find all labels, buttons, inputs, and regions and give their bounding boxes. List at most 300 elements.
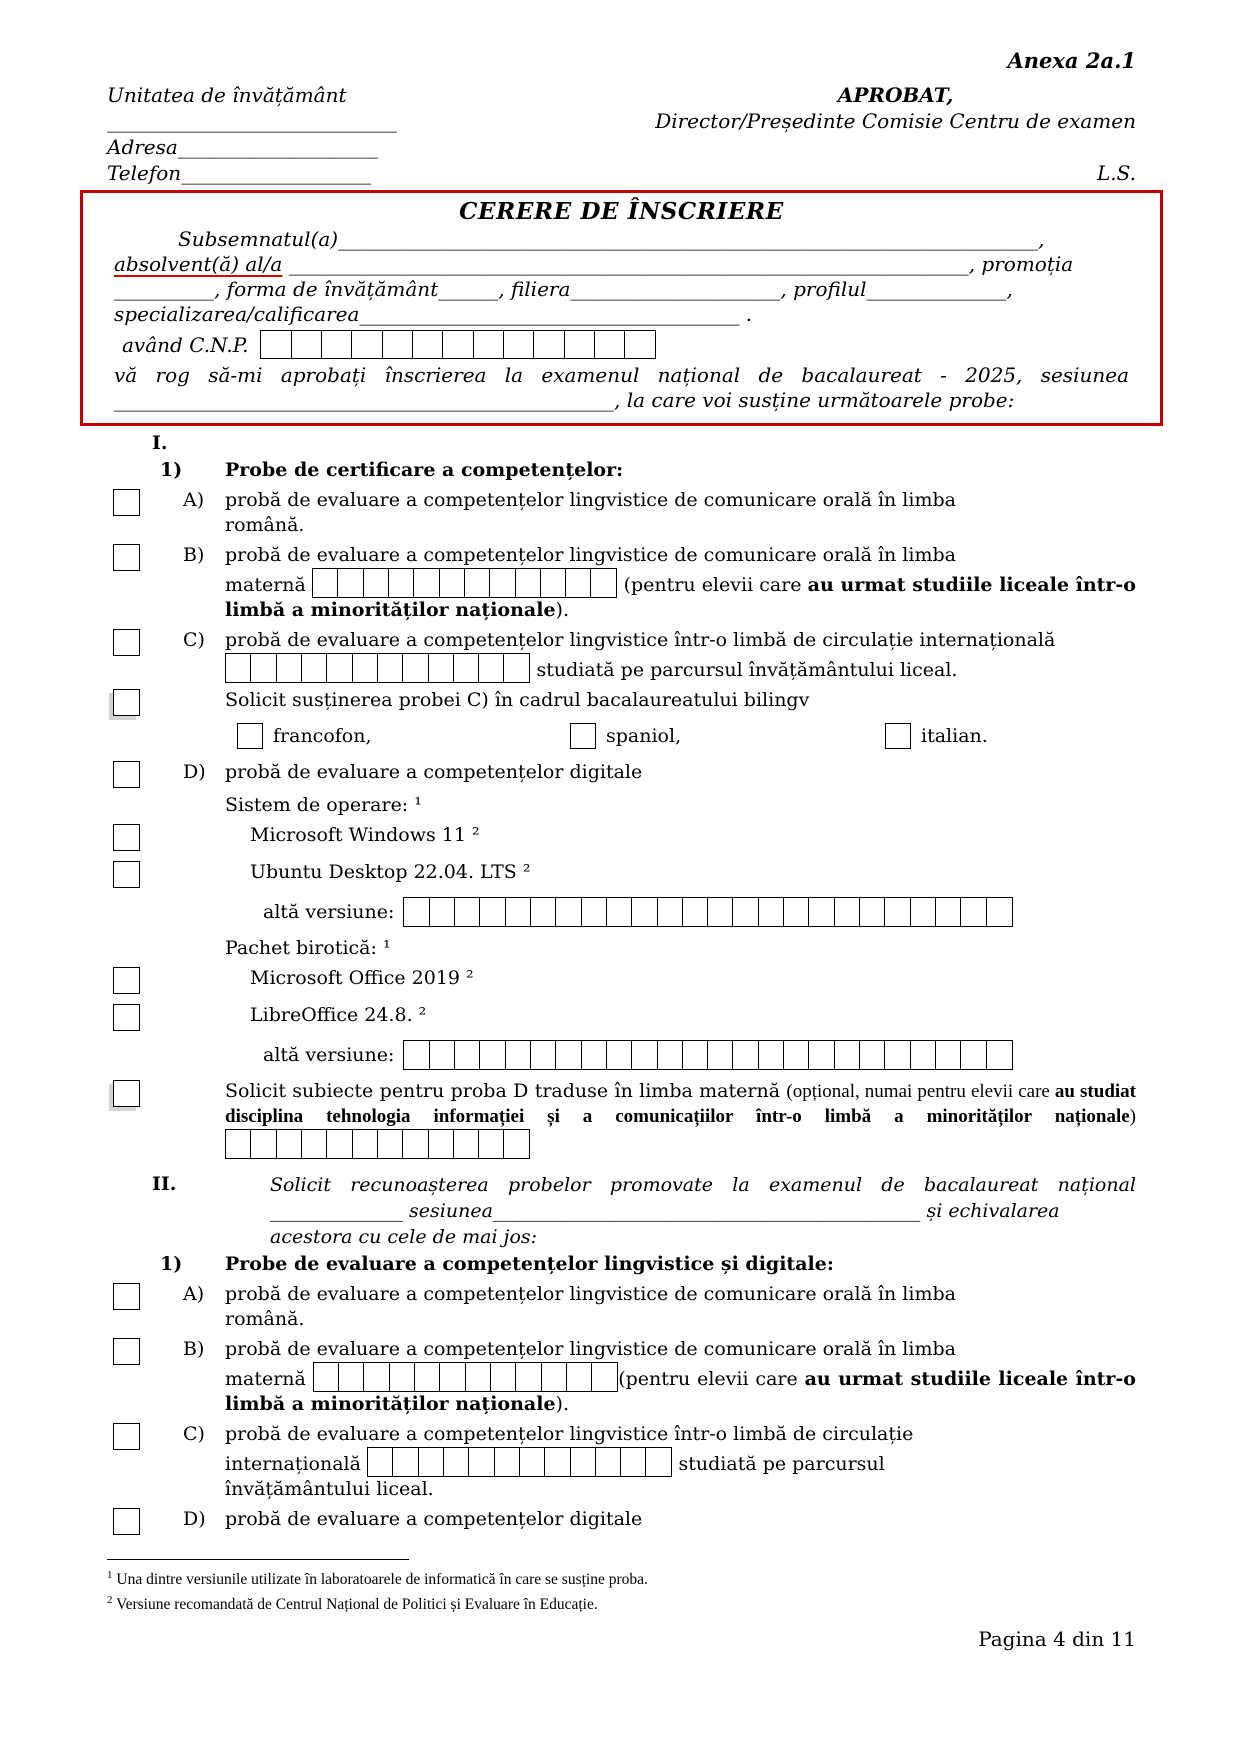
bilingv-options bbox=[225, 721, 1136, 755]
comb-cell bbox=[388, 568, 415, 598]
item-ii-c bbox=[107, 1422, 1136, 1502]
header-left bbox=[107, 82, 397, 186]
item-ii-d bbox=[107, 1507, 1136, 1535]
os-other-version bbox=[225, 897, 1136, 927]
comb-cell bbox=[489, 568, 516, 598]
comb-cell bbox=[429, 897, 456, 927]
comb-cell bbox=[682, 1040, 709, 1070]
comb-cell bbox=[382, 330, 414, 359]
footnotes bbox=[107, 1559, 1136, 1615]
other-version-label: altă versiune: bbox=[263, 900, 395, 923]
comb-cell bbox=[570, 1447, 597, 1477]
comb-cell bbox=[986, 897, 1013, 927]
item-text: internațională bbox=[225, 1453, 361, 1475]
item-i-d-text: probă de evaluare a competențelor digitale bbox=[225, 761, 643, 783]
comb-cell bbox=[402, 653, 429, 683]
item-text: studiată pe parcursul învățământului liceal. bbox=[536, 659, 958, 681]
comb-cell bbox=[707, 897, 734, 927]
section-ii-label: II. bbox=[152, 1173, 177, 1195]
comb-cell bbox=[606, 897, 633, 927]
office-other-version-comb[interactable] bbox=[403, 1040, 1012, 1070]
comb-cell bbox=[312, 568, 339, 598]
bilingv-text: Solicit susținerea probei C) în cadrul bacalaureatului bilingv bbox=[225, 689, 810, 711]
item-text: probă de evaluare a competențelor lingvistice într-o limbă de circulație bbox=[225, 1423, 914, 1445]
spacer bbox=[183, 966, 225, 994]
heading-number: 1) bbox=[160, 1253, 183, 1275]
comb-cell bbox=[260, 330, 292, 359]
comb-cell bbox=[935, 897, 962, 927]
checkbox-cell bbox=[107, 760, 183, 788]
spacer bbox=[107, 936, 183, 961]
comb-cell bbox=[533, 330, 565, 359]
item-text: maternă bbox=[225, 574, 306, 596]
item-text: română. bbox=[225, 1308, 305, 1330]
comb-cell bbox=[490, 1362, 517, 1392]
address-line: Adresa____________________ bbox=[107, 135, 378, 159]
comb-cell bbox=[321, 330, 353, 359]
checkbox-ii-a[interactable] bbox=[113, 1283, 140, 1310]
comb-cell bbox=[313, 1362, 340, 1392]
office-label-row bbox=[107, 936, 1136, 961]
comb-cell bbox=[595, 1447, 622, 1477]
comb-cell bbox=[377, 653, 404, 683]
item-ii-a bbox=[107, 1282, 1136, 1332]
comb-cell bbox=[834, 897, 861, 927]
os-option-windows-row bbox=[107, 823, 1136, 851]
comb-cell bbox=[808, 897, 835, 927]
item-letter bbox=[183, 688, 225, 716]
cnp-row bbox=[114, 330, 1129, 359]
checkbox-i-a[interactable] bbox=[113, 489, 140, 516]
comb-cell bbox=[429, 1040, 456, 1070]
header-right bbox=[655, 82, 1136, 186]
option-label: spaniol, bbox=[606, 724, 682, 747]
seal-label: L.S. bbox=[1097, 161, 1136, 185]
translation-language-comb[interactable] bbox=[225, 1129, 530, 1159]
item-letter: D) bbox=[183, 761, 206, 783]
comb-cell bbox=[454, 1040, 481, 1070]
os-other-version-row bbox=[107, 897, 1136, 927]
translation-text bbox=[225, 1079, 1136, 1159]
option-italian bbox=[885, 723, 988, 749]
comb-cell bbox=[402, 1129, 429, 1159]
checkbox-cell bbox=[107, 1282, 183, 1332]
comb-cell bbox=[454, 897, 481, 927]
office-option-msoffice-row bbox=[107, 966, 1136, 994]
comb-cell bbox=[352, 1129, 379, 1159]
page-number: Pagina 4 din 11 bbox=[978, 1627, 1136, 1652]
comb-cell bbox=[657, 897, 684, 927]
checkbox-italian[interactable] bbox=[885, 723, 911, 749]
item-ii-a-text bbox=[225, 1282, 1136, 1332]
checkbox-ii-d[interactable] bbox=[113, 1508, 140, 1535]
comb-cell bbox=[884, 897, 911, 927]
footnote-text: Una dintre versiunile utilizate în laboratoarele de informatică în care se susține proba. bbox=[116, 1571, 648, 1589]
os-option-ubuntu-row bbox=[107, 860, 1136, 888]
comb-cell bbox=[758, 897, 785, 927]
item-letter: A) bbox=[183, 1283, 205, 1305]
item-letter: C) bbox=[183, 1423, 205, 1445]
item-i-b-text bbox=[225, 543, 1136, 623]
comb-cell bbox=[414, 1362, 441, 1392]
comb-cell bbox=[225, 1129, 252, 1159]
checkbox-cell bbox=[107, 688, 183, 716]
item-letter: C) bbox=[183, 629, 205, 651]
comb-cell bbox=[564, 330, 596, 359]
item-bilingv bbox=[107, 688, 1136, 716]
comb-cell bbox=[363, 568, 390, 598]
office-other-version-row bbox=[107, 1040, 1136, 1070]
item-text-bold: au urmat studiile liceale într-o limbă a minorităților naționale bbox=[225, 1368, 1136, 1415]
comb-cell bbox=[935, 1040, 962, 1070]
checkbox-cell bbox=[107, 860, 183, 888]
graduate-marked-text: absolvent(ă) al/a bbox=[114, 252, 283, 276]
comb-cell bbox=[418, 1447, 445, 1477]
checkbox-i-c[interactable] bbox=[113, 629, 140, 656]
intro-line: acestora cu cele de mai jos: bbox=[270, 1226, 538, 1248]
spacer bbox=[107, 793, 183, 818]
comb-cell bbox=[453, 1129, 480, 1159]
checkbox-cell bbox=[107, 1079, 183, 1159]
form-body bbox=[107, 431, 1136, 1535]
comb-cell bbox=[884, 1040, 911, 1070]
office-option-libreoffice: LibreOffice 24.8. ² bbox=[250, 1004, 427, 1026]
comb-cell bbox=[565, 568, 592, 598]
item-i-b bbox=[107, 543, 1136, 623]
comb-cell bbox=[555, 897, 582, 927]
item-letter: D) bbox=[183, 1508, 206, 1530]
item-text: (opțional, numai pentru elevii care bbox=[786, 1081, 1055, 1102]
checkbox-i-b[interactable] bbox=[113, 544, 140, 571]
comb-cell bbox=[541, 1362, 568, 1392]
bilingv-options-row bbox=[107, 721, 1136, 755]
comb-cell bbox=[276, 1129, 303, 1159]
item-text: studiată pe parcursul bbox=[678, 1453, 885, 1475]
comb-cell bbox=[808, 1040, 835, 1070]
school-unit-label: Unitatea de învățământ bbox=[107, 83, 347, 107]
checkbox-msoffice[interactable] bbox=[113, 967, 140, 994]
checkbox-ii-b[interactable] bbox=[113, 1338, 140, 1365]
comb-cell bbox=[338, 1362, 365, 1392]
comb-cell bbox=[581, 1040, 608, 1070]
item-text-bold: au urmat studiile liceale într-o limbă a minorităților naționale bbox=[225, 574, 1136, 621]
comb-cell bbox=[555, 1040, 582, 1070]
os-other-version-comb[interactable] bbox=[403, 897, 1012, 927]
mother-tongue-comb[interactable] bbox=[312, 568, 617, 598]
item-letter: B) bbox=[183, 1338, 205, 1360]
item-text: maternă bbox=[225, 1368, 306, 1390]
checkbox-cell bbox=[107, 823, 183, 851]
item-i-d bbox=[107, 760, 1136, 788]
comb-cell bbox=[428, 1129, 455, 1159]
item-text: română. bbox=[225, 514, 305, 536]
os-option-windows: Microsoft Windows 11 ² bbox=[250, 824, 480, 846]
item-ii-d-text: probă de evaluare a competențelor digitale bbox=[225, 1508, 643, 1530]
comb-cell bbox=[439, 568, 466, 598]
comb-cell bbox=[428, 653, 455, 683]
comb-cell bbox=[478, 1129, 505, 1159]
item-ii-b bbox=[107, 1337, 1136, 1417]
spacer bbox=[107, 897, 183, 927]
office-option-msoffice: Microsoft Office 2019 ² bbox=[250, 967, 474, 989]
option-label: francofon, bbox=[273, 724, 372, 747]
footnote-1 bbox=[107, 1565, 1136, 1590]
comb-cell bbox=[337, 568, 364, 598]
checkbox-cell bbox=[107, 488, 183, 538]
item-text: probă de evaluare a competențelor lingvistice de comunicare orală în limba bbox=[225, 489, 956, 511]
session-line: __________________________________________________, la care voi susține următoarele probe: bbox=[114, 388, 1015, 412]
comb-cell bbox=[859, 1040, 886, 1070]
checkbox-cell bbox=[107, 1003, 183, 1031]
comb-cell bbox=[276, 653, 303, 683]
comb-cell bbox=[631, 897, 658, 927]
checkbox-spanish[interactable] bbox=[570, 723, 596, 749]
item-text: probă de evaluare a competențelor lingvistice de comunicare orală în limba bbox=[225, 1338, 956, 1360]
comb-cell bbox=[377, 1129, 404, 1159]
item-text: (pentru elevii care bbox=[623, 574, 808, 596]
heading-number: 1) bbox=[160, 459, 183, 481]
phone-line: Telefon___________________ bbox=[107, 161, 372, 185]
item-text: probă de evaluare a competențelor lingvistice într-o limbă de circulație internațională bbox=[225, 629, 1056, 651]
spacer bbox=[183, 1040, 225, 1070]
os-option-ubuntu: Ubuntu Desktop 22.04. LTS ² bbox=[250, 861, 531, 883]
comb-cell bbox=[515, 568, 542, 598]
comb-cell bbox=[503, 330, 535, 359]
comb-cell bbox=[403, 1040, 430, 1070]
heading-text: Probe de evaluare a competențelor lingvistice și digitale: bbox=[225, 1253, 834, 1275]
cnp-label: având C.N.P. bbox=[122, 332, 249, 357]
other-version-label: altă versiune: bbox=[263, 1043, 395, 1066]
comb-cell bbox=[910, 1040, 937, 1070]
comb-cell bbox=[464, 568, 491, 598]
checkbox-bilingv[interactable] bbox=[113, 689, 140, 716]
os-label: Sistem de operare: ¹ bbox=[225, 794, 422, 816]
spacer bbox=[183, 936, 225, 961]
director-title: Director/Președinte Comisie Centru de examen bbox=[655, 109, 1136, 133]
comb-cell bbox=[503, 1129, 530, 1159]
footnote-marker: 1 bbox=[107, 1569, 113, 1581]
comb-cell bbox=[657, 1040, 684, 1070]
comb-cell bbox=[620, 1447, 647, 1477]
comb-cell bbox=[250, 1129, 277, 1159]
foreign-language-comb[interactable] bbox=[225, 653, 530, 683]
item-i-a-text bbox=[225, 488, 1136, 538]
request-line: vă rog să-mi aprobați înscrierea la examenul național de bacalaureat - 2025, sesiunea bbox=[114, 363, 1129, 387]
checkbox-cell bbox=[107, 1337, 183, 1417]
comb-cell bbox=[465, 1362, 492, 1392]
section-ii bbox=[107, 1172, 1136, 1250]
comb-cell bbox=[732, 1040, 759, 1070]
checkbox-ubuntu[interactable] bbox=[113, 861, 140, 888]
comb-cell bbox=[468, 1447, 495, 1477]
comb-cell bbox=[503, 653, 530, 683]
item-text: probă de evaluare a competențelor lingvistice de comunicare orală în limba bbox=[225, 544, 956, 566]
checkbox-ii-c[interactable] bbox=[113, 1423, 140, 1450]
enrollment-request-box bbox=[80, 190, 1163, 426]
item-i-a bbox=[107, 488, 1136, 538]
comb-cell bbox=[389, 1362, 416, 1392]
spacer bbox=[183, 793, 225, 818]
section-ii-heading bbox=[107, 1252, 1136, 1277]
comb-cell bbox=[590, 568, 617, 598]
comb-cell bbox=[412, 330, 444, 359]
promotion-line: __________, forma de învățământ______, filiera_____________________, profilul______________, bbox=[114, 277, 1013, 301]
comb-cell bbox=[758, 1040, 785, 1070]
applicant-line: Subsemnatul(a)______________________________________________________________________, bbox=[178, 227, 1045, 251]
comb-cell bbox=[363, 1362, 390, 1392]
specialization-line: specializarea/calificarea______________________________________ . bbox=[114, 302, 753, 326]
comb-cell bbox=[960, 1040, 987, 1070]
comb-cell bbox=[859, 897, 886, 927]
item-i-c-text bbox=[225, 628, 1136, 683]
comb-cell bbox=[783, 897, 810, 927]
item-ii-b-text bbox=[225, 1337, 1136, 1417]
item-i-c bbox=[107, 628, 1136, 683]
item-ii-c-text bbox=[225, 1422, 1136, 1502]
option-spanish bbox=[570, 723, 681, 749]
form-header bbox=[107, 82, 1136, 186]
comb-cell bbox=[479, 897, 506, 927]
checkbox-i-d[interactable] bbox=[113, 761, 140, 788]
item-text: ). bbox=[555, 599, 569, 621]
heading-text: Probe de certificare a competențelor: bbox=[225, 459, 624, 481]
comb-cell bbox=[581, 897, 608, 927]
comb-cell bbox=[682, 897, 709, 927]
footnote-text: Versiune recomandată de Centrul Național de Politici și Evaluare în Educație. bbox=[116, 1596, 598, 1614]
item-translation bbox=[107, 1079, 1136, 1159]
item-text: ) bbox=[1129, 1106, 1136, 1127]
os-label-row bbox=[107, 793, 1136, 818]
comb-cell bbox=[413, 568, 440, 598]
comb-cell bbox=[301, 1129, 328, 1159]
graduate-line bbox=[114, 252, 1129, 277]
comb-cell bbox=[624, 330, 656, 359]
comb-cell bbox=[707, 1040, 734, 1070]
comb-cell bbox=[986, 1040, 1013, 1070]
comb-cell bbox=[631, 1040, 658, 1070]
comb-cell bbox=[225, 653, 252, 683]
checkbox-translation[interactable] bbox=[113, 1080, 140, 1107]
comb-cell bbox=[591, 1362, 618, 1392]
comb-cell bbox=[505, 1040, 532, 1070]
item-text-bold: au studiat disciplina tehnologia informației și a comunicațiilor într-o limbă a minorităților naționale bbox=[225, 1081, 1136, 1127]
comb-cell bbox=[530, 897, 557, 927]
checkbox-windows[interactable] bbox=[113, 824, 140, 851]
spacer bbox=[183, 897, 225, 927]
footnote-2 bbox=[107, 1590, 1136, 1615]
comb-cell bbox=[594, 330, 626, 359]
comb-cell bbox=[326, 653, 353, 683]
mother-tongue-comb-2[interactable] bbox=[313, 1362, 618, 1392]
spacer bbox=[183, 860, 225, 888]
comb-cell bbox=[515, 1362, 542, 1392]
graduate-blank: ____________________________________________________________________, promoția bbox=[282, 252, 1074, 276]
section-ii-intro bbox=[270, 1172, 1136, 1250]
comb-cell bbox=[834, 1040, 861, 1070]
comb-cell bbox=[443, 1447, 470, 1477]
approved-label: APROBAT, bbox=[837, 83, 954, 107]
footnote-marker: 2 bbox=[107, 1594, 113, 1607]
foreign-language-comb-2[interactable] bbox=[367, 1447, 672, 1477]
comb-cell bbox=[250, 653, 277, 683]
annex-label: Anexa 2a.1 bbox=[1007, 48, 1136, 73]
comb-cell bbox=[606, 1040, 633, 1070]
spacer bbox=[183, 1003, 225, 1031]
comb-cell bbox=[479, 1040, 506, 1070]
item-text: învățământului liceal. bbox=[225, 1478, 434, 1500]
comb-cell bbox=[645, 1447, 672, 1477]
checkbox-cell bbox=[107, 966, 183, 994]
office-other-version bbox=[225, 1040, 1136, 1070]
checkbox-cell bbox=[107, 1422, 183, 1502]
comb-cell bbox=[519, 1447, 546, 1477]
checkbox-francophone[interactable] bbox=[237, 723, 263, 749]
comb-cell bbox=[783, 1040, 810, 1070]
option-francophone bbox=[237, 723, 372, 749]
comb-cell bbox=[910, 897, 937, 927]
item-text: (pentru elevii care bbox=[618, 1368, 805, 1390]
cnp-comb[interactable] bbox=[260, 330, 656, 359]
spacer bbox=[183, 721, 225, 755]
item-letter: A) bbox=[183, 489, 205, 511]
comb-cell bbox=[505, 897, 532, 927]
item-text: ). bbox=[555, 1393, 569, 1415]
checkbox-cell bbox=[107, 628, 183, 683]
checkbox-libreoffice[interactable] bbox=[113, 1004, 140, 1031]
comb-cell bbox=[442, 330, 474, 359]
spacer bbox=[183, 823, 225, 851]
comb-cell bbox=[540, 568, 567, 598]
item-text: probă de evaluare a competențelor lingvistice de comunicare orală în limba bbox=[225, 1283, 956, 1305]
checkbox-cell bbox=[107, 543, 183, 623]
comb-cell bbox=[566, 1362, 593, 1392]
comb-cell bbox=[732, 897, 759, 927]
comb-cell bbox=[494, 1447, 521, 1477]
footnote-separator bbox=[107, 1559, 409, 1560]
comb-cell bbox=[453, 653, 480, 683]
spacer bbox=[107, 1040, 183, 1070]
option-label: italian. bbox=[921, 724, 988, 747]
comb-cell bbox=[326, 1129, 353, 1159]
spacer bbox=[107, 721, 183, 755]
intro-line: ______________ sesiunea_____________________________________________ și echivalarea bbox=[270, 1200, 1060, 1222]
form-title: CERERE DE ÎNSCRIERE bbox=[459, 198, 784, 225]
comb-cell bbox=[439, 1362, 466, 1392]
comb-cell bbox=[367, 1447, 394, 1477]
spacer bbox=[183, 1079, 225, 1159]
comb-cell bbox=[291, 330, 323, 359]
comb-cell bbox=[392, 1447, 419, 1477]
comb-cell bbox=[403, 897, 430, 927]
item-text: Solicit subiecte pentru proba D traduse în limba maternă bbox=[225, 1080, 787, 1102]
school-unit-blank: _____________________________ bbox=[107, 109, 397, 133]
comb-cell bbox=[351, 330, 383, 359]
office-option-libreoffice-row bbox=[107, 1003, 1136, 1031]
comb-cell bbox=[960, 897, 987, 927]
intro-line: Solicit recunoașterea probelor promovate la examenul de bacalaureat național bbox=[270, 1174, 1136, 1196]
item-letter: B) bbox=[183, 544, 205, 566]
comb-cell bbox=[530, 1040, 557, 1070]
section-i-label: I. bbox=[152, 432, 168, 454]
comb-cell bbox=[301, 653, 328, 683]
comb-cell bbox=[473, 330, 505, 359]
section-i-heading bbox=[107, 458, 1136, 483]
comb-cell bbox=[544, 1447, 571, 1477]
comb-cell bbox=[478, 653, 505, 683]
comb-cell bbox=[352, 653, 379, 683]
office-label: Pachet birotică: ¹ bbox=[225, 937, 391, 959]
checkbox-cell bbox=[107, 1507, 183, 1535]
